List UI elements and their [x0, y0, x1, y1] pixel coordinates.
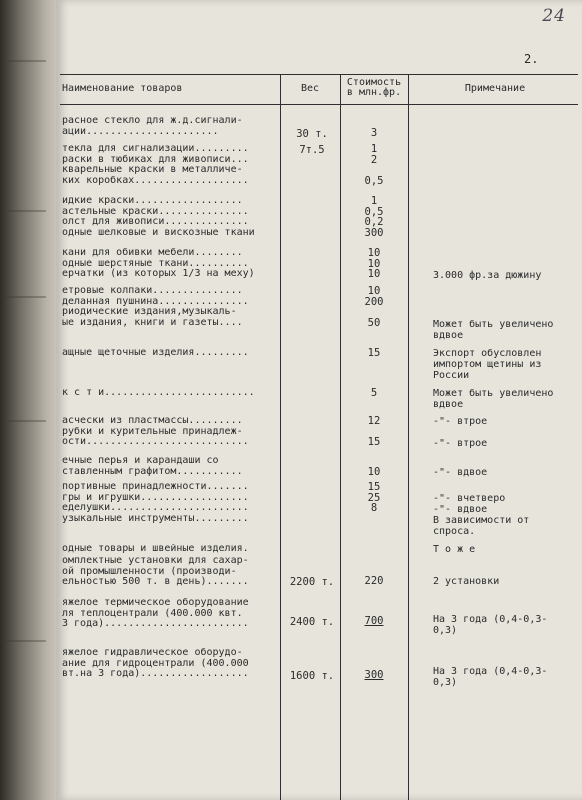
item-weight: 2200 т. [289, 576, 335, 588]
header-note: Примечание [464, 83, 526, 94]
spine-mark [6, 640, 46, 642]
item-weight: 2400 т. [289, 616, 335, 628]
item-cost: 1 0,5 0,2 300 [364, 195, 384, 239]
item-cost: 10 [367, 465, 381, 478]
handwritten-page-number: 24 [542, 6, 566, 26]
column-divider [280, 74, 281, 800]
item-cost: 1 2 0,5 [364, 143, 384, 187]
item-weight: 1600 т. [289, 670, 335, 682]
item-name: кани для обивки мебели........ одные шерстяные ткани.......... ерчатки (из которых 1/3 на меху) [62, 248, 255, 279]
item-cost: 12 15 [367, 415, 381, 448]
spine-mark [6, 420, 46, 422]
item-note: Может быть увеличено вдвое [433, 319, 554, 341]
item-note: -"- втрое -"- втрое [433, 416, 488, 449]
item-note: На 3 года (0,4-0,3- 0,3) [433, 614, 548, 636]
item-name: портивные принадлежности....... гры и игрушки.................. еделушки....................... узыкальные инструменты......... [62, 482, 249, 524]
binding-spine [0, 0, 64, 800]
column-divider [408, 74, 409, 800]
item-note: -"- вчетверо -"- вдвое В зависимости от спроса. [433, 493, 530, 537]
item-name: одные товары и швейные изделия. [62, 544, 249, 554]
item-cost: 10 10 10 [367, 247, 381, 280]
item-name: расное стекло для ж.д.сигнали- ации...................... [62, 116, 243, 137]
item-name: асчески из пластмассы......... рубки и курительные принадлеж- ости........................... [62, 416, 249, 447]
item-cost [344, 616, 404, 627]
item-cost: 3 [370, 127, 378, 139]
item-note: -"- вдвое [433, 467, 488, 478]
item-weight: 7т.5 [299, 144, 325, 156]
item-cost: 15 25 8 [367, 481, 381, 514]
document-page [56, 0, 582, 800]
item-cost [344, 670, 404, 681]
item-cost-value: 300 [364, 669, 384, 681]
item-name: етровые колпаки............... деланная пушнина............... риодические издания,музыкаль- ые издания, книги и газеты.... [62, 286, 249, 328]
table-header-rule [60, 104, 578, 105]
item-note: 2 установки [433, 576, 500, 587]
item-weight: 30 т. [296, 128, 328, 140]
item-note: 3.000 фр.за дюжину [433, 270, 542, 281]
item-name: ечные перья и карандаши со ставленным графитом........... [62, 456, 243, 477]
header-weight: Вес [300, 83, 320, 94]
item-cost: 10 200 50 [364, 285, 384, 329]
item-note: Экспорт обусловлен импортом щетины из России [433, 348, 542, 381]
item-name: яжелое гидравлическое оборудо- ание для гидроцентрали (400.000 вт.на 3 года).................. [62, 648, 249, 679]
item-cost: 220 [364, 575, 384, 587]
item-note: Т о ж е [433, 544, 476, 555]
header-cost: Стоимость в млн.фр. [346, 77, 402, 98]
item-cost: 15 [367, 347, 381, 359]
spine-mark [6, 210, 46, 212]
item-name: омплектные установки для сахар- ой промышленности (производи- ельностью 500 т. в день)....... [62, 556, 249, 587]
item-cost-value: 700 [364, 615, 384, 627]
spine-mark [6, 60, 46, 62]
item-name: текла для сигнализации......... раски в тюбиках для живописи... кварельные краски в металличе- ких коробках................... [62, 144, 249, 186]
item-note: На 3 года (0,4-0,3- 0,3) [433, 666, 548, 688]
item-name: к с т и......................... [62, 388, 255, 398]
item-note: Может быть увеличено вдвое [433, 388, 554, 410]
page-number: 2. [524, 52, 539, 66]
item-cost: 5 [370, 387, 378, 399]
item-name: ащные щеточные изделия......... [62, 348, 249, 358]
table-top-rule [60, 74, 578, 75]
spine-mark [6, 296, 46, 298]
item-name: яжелое термическое оборудование ля теплоцентрали (400.000 квт. 3 года)........................ [62, 598, 249, 629]
header-name: Наименование товаров [62, 83, 183, 94]
item-name: идкие краски.................. астельные краски............... олст для живописи.............. одные шелковые и вискозные ткани [62, 196, 255, 238]
column-divider [340, 74, 341, 800]
